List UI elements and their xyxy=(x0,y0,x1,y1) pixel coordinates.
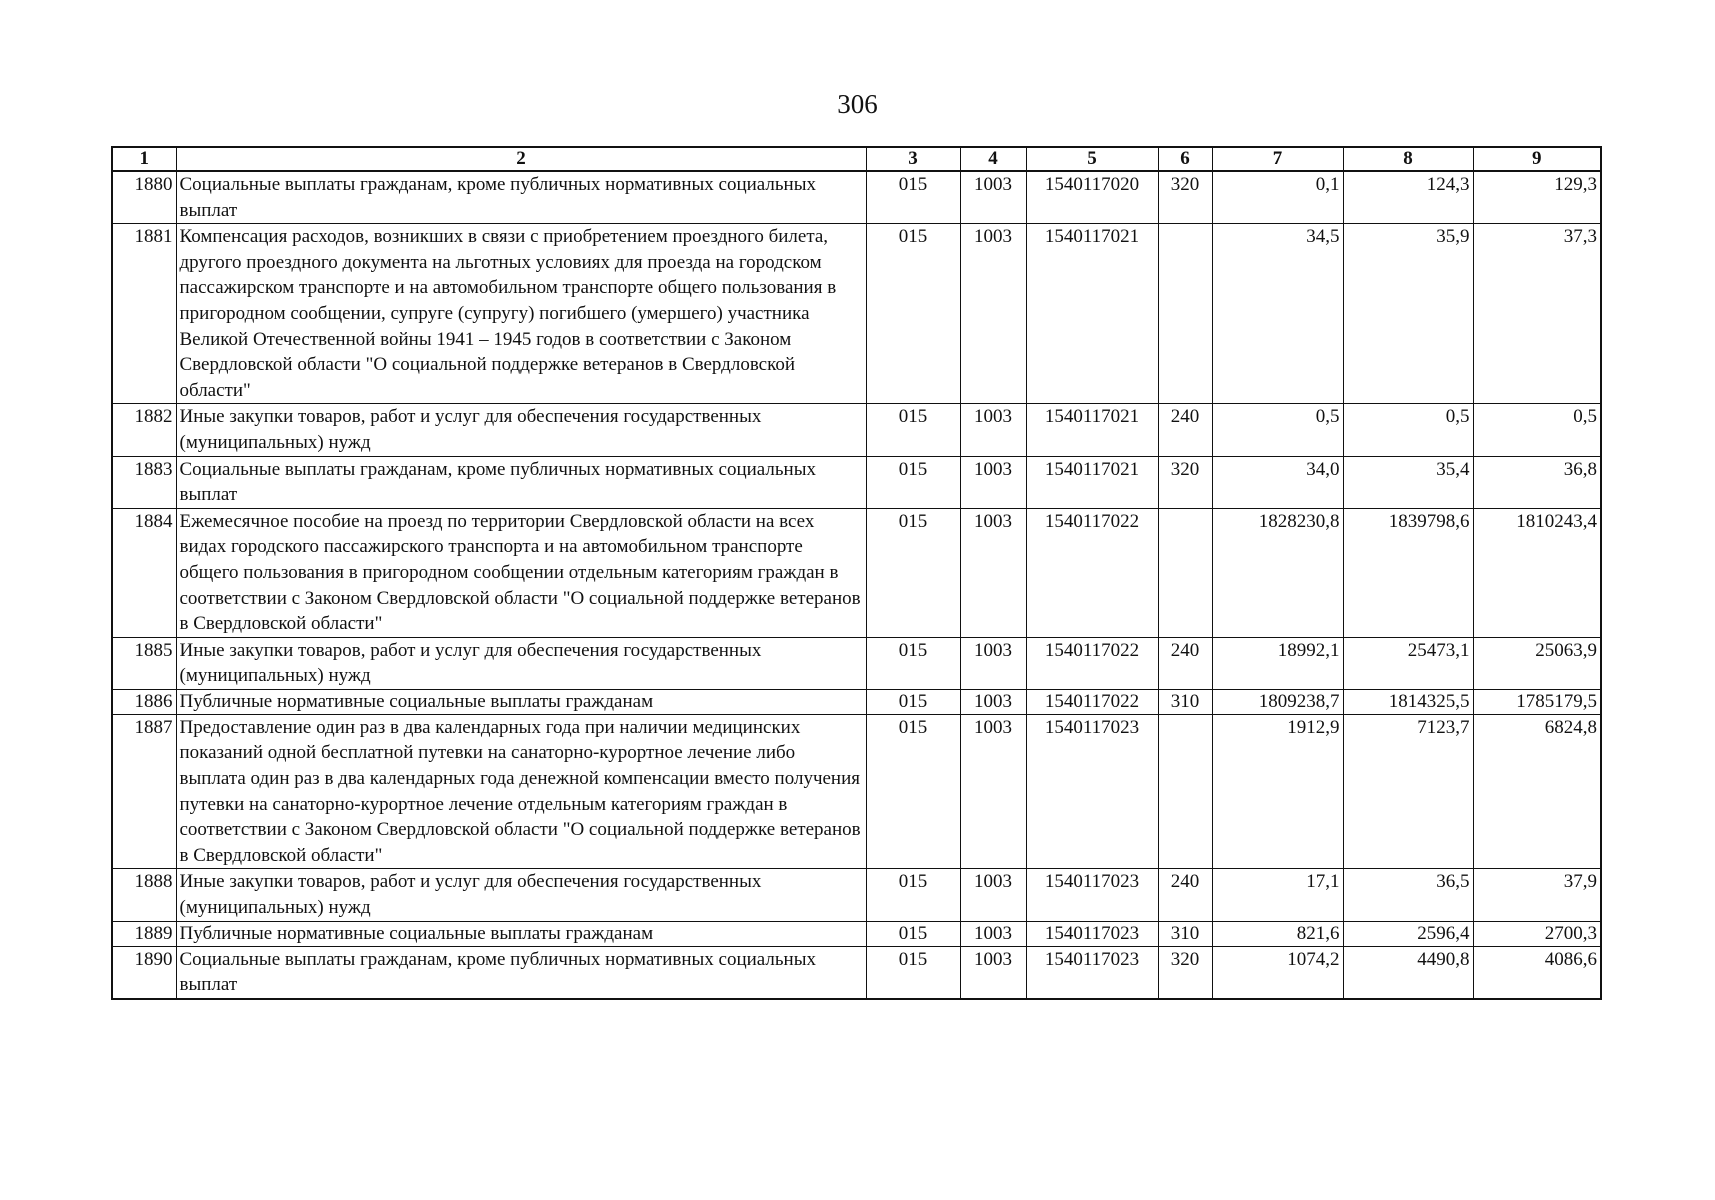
table-row xyxy=(112,869,1601,921)
amount-col-9: 25063,9 xyxy=(1473,637,1601,689)
target-article-code: 1540117023 xyxy=(1026,946,1158,999)
row-number: 1886 xyxy=(112,689,176,714)
amount-col-9: 1810243,4 xyxy=(1473,508,1601,637)
row-number: 1889 xyxy=(112,921,176,946)
ministry-code: 015 xyxy=(866,637,960,689)
amount-col-9: 37,9 xyxy=(1473,869,1601,921)
row-description: Иные закупки товаров, работ и услуг для обеспечения государственных (муниципальных) нужд xyxy=(176,404,866,456)
amount-col-9: 6824,8 xyxy=(1473,714,1601,869)
amount-col-8: 35,9 xyxy=(1343,224,1473,404)
row-number: 1880 xyxy=(112,171,176,224)
target-article-code: 1540117022 xyxy=(1026,508,1158,637)
row-number: 1888 xyxy=(112,869,176,921)
ministry-code: 015 xyxy=(866,946,960,999)
table-row xyxy=(112,171,1601,224)
amount-col-8: 124,3 xyxy=(1343,171,1473,224)
amount-col-9: 2700,3 xyxy=(1473,921,1601,946)
target-article-code: 1540117023 xyxy=(1026,921,1158,946)
row-number: 1881 xyxy=(112,224,176,404)
amount-col-8: 1839798,6 xyxy=(1343,508,1473,637)
expense-type-code: 310 xyxy=(1158,689,1212,714)
expense-type-code: 320 xyxy=(1158,946,1212,999)
amount-col-9: 36,8 xyxy=(1473,456,1601,508)
amount-col-9: 0,5 xyxy=(1473,404,1601,456)
row-number: 1887 xyxy=(112,714,176,869)
amount-col-8: 4490,8 xyxy=(1343,946,1473,999)
section-code: 1003 xyxy=(960,224,1026,404)
expense-type-code: 310 xyxy=(1158,921,1212,946)
row-description: Публичные нормативные социальные выплаты гражданам xyxy=(176,689,866,714)
target-article-code: 1540117021 xyxy=(1026,456,1158,508)
target-article-code: 1540117021 xyxy=(1026,404,1158,456)
expense-type-code xyxy=(1158,508,1212,637)
table-row xyxy=(112,224,1601,404)
amount-col-7: 1912,9 xyxy=(1212,714,1343,869)
amount-col-9: 1785179,5 xyxy=(1473,689,1601,714)
expense-type-code: 240 xyxy=(1158,869,1212,921)
amount-col-9: 129,3 xyxy=(1473,171,1601,224)
table-row xyxy=(112,404,1601,456)
expense-type-code: 320 xyxy=(1158,456,1212,508)
ministry-code: 015 xyxy=(866,689,960,714)
table-row xyxy=(112,689,1601,714)
row-description: Социальные выплаты гражданам, кроме публичных нормативных социальных выплат xyxy=(176,171,866,224)
row-description: Иные закупки товаров, работ и услуг для обеспечения государственных (муниципальных) нужд xyxy=(176,869,866,921)
column-header: 5 xyxy=(1026,147,1158,171)
amount-col-8: 36,5 xyxy=(1343,869,1473,921)
column-header: 8 xyxy=(1343,147,1473,171)
amount-col-7: 34,0 xyxy=(1212,456,1343,508)
expense-type-code: 240 xyxy=(1158,404,1212,456)
section-code: 1003 xyxy=(960,946,1026,999)
amount-col-8: 35,4 xyxy=(1343,456,1473,508)
column-header: 4 xyxy=(960,147,1026,171)
row-number: 1885 xyxy=(112,637,176,689)
ministry-code: 015 xyxy=(866,456,960,508)
expense-type-code xyxy=(1158,714,1212,869)
row-description: Социальные выплаты гражданам, кроме публичных нормативных социальных выплат xyxy=(176,456,866,508)
section-code: 1003 xyxy=(960,869,1026,921)
ministry-code: 015 xyxy=(866,171,960,224)
row-number: 1883 xyxy=(112,456,176,508)
row-description: Ежемесячное пособие на проезд по территории Свердловской области на всех видах городского пассажирского транспорта и на автомобильном транспорте общего пользования в пригородном сообщении отдельным категориям граждан в соответствии с Законом Свердловской области "О социальной поддержке ветеранов в Свердловской области" xyxy=(176,508,866,637)
section-code: 1003 xyxy=(960,637,1026,689)
ministry-code: 015 xyxy=(866,714,960,869)
section-code: 1003 xyxy=(960,404,1026,456)
target-article-code: 1540117022 xyxy=(1026,637,1158,689)
budget-table xyxy=(111,146,1602,1000)
section-code: 1003 xyxy=(960,508,1026,637)
section-code: 1003 xyxy=(960,921,1026,946)
row-description: Публичные нормативные социальные выплаты гражданам xyxy=(176,921,866,946)
ministry-code: 015 xyxy=(866,404,960,456)
column-header: 9 xyxy=(1473,147,1601,171)
amount-col-7: 1828230,8 xyxy=(1212,508,1343,637)
column-header: 1 xyxy=(112,147,176,171)
amount-col-8: 2596,4 xyxy=(1343,921,1473,946)
amount-col-7: 1809238,7 xyxy=(1212,689,1343,714)
row-description: Социальные выплаты гражданам, кроме публичных нормативных социальных выплат xyxy=(176,946,866,999)
amount-col-7: 1074,2 xyxy=(1212,946,1343,999)
expense-type-code: 320 xyxy=(1158,171,1212,224)
expense-type-code: 240 xyxy=(1158,637,1212,689)
section-code: 1003 xyxy=(960,689,1026,714)
ministry-code: 015 xyxy=(866,508,960,637)
section-code: 1003 xyxy=(960,456,1026,508)
row-number: 1884 xyxy=(112,508,176,637)
row-number: 1890 xyxy=(112,946,176,999)
amount-col-7: 0,1 xyxy=(1212,171,1343,224)
target-article-code: 1540117023 xyxy=(1026,869,1158,921)
row-description: Предоставление один раз в два календарных года при наличии медицинских показаний одной бесплатной путевки на санаторно-курортное лечение либо выплата один раз в два календарных года денежной компенсации вместо получения путевки на санаторно-курортное лечение отдельным категориям граждан в соответствии с Законом Свердловской области "О социальной поддержке ветеранов в Свердловской области" xyxy=(176,714,866,869)
amount-col-7: 821,6 xyxy=(1212,921,1343,946)
table-row xyxy=(112,946,1601,999)
row-description: Иные закупки товаров, работ и услуг для обеспечения государственных (муниципальных) нужд xyxy=(176,637,866,689)
column-header: 6 xyxy=(1158,147,1212,171)
ministry-code: 015 xyxy=(866,224,960,404)
amount-col-8: 25473,1 xyxy=(1343,637,1473,689)
target-article-code: 1540117023 xyxy=(1026,714,1158,869)
amount-col-8: 7123,7 xyxy=(1343,714,1473,869)
table-row xyxy=(112,637,1601,689)
amount-col-9: 37,3 xyxy=(1473,224,1601,404)
table-row xyxy=(112,456,1601,508)
column-header: 3 xyxy=(866,147,960,171)
ministry-code: 015 xyxy=(866,869,960,921)
section-code: 1003 xyxy=(960,714,1026,869)
amount-col-7: 17,1 xyxy=(1212,869,1343,921)
column-header: 7 xyxy=(1212,147,1343,171)
ministry-code: 015 xyxy=(866,921,960,946)
amount-col-7: 0,5 xyxy=(1212,404,1343,456)
row-description: Компенсация расходов, возникших в связи с приобретением проездного билета, другого проездного документа на льготных условиях для проезда на городском пассажирском транспорте и на автомобильном транспорте общего пользования в пригородном сообщении, супруге (супругу) погибшего (умершего) участника Великой Отечественной войны 1941 – 1945 годов в соответствии с Законом Свердловской области "О социальной поддержке ветеранов в Свердловской области" xyxy=(176,224,866,404)
amount-col-7: 34,5 xyxy=(1212,224,1343,404)
header-row xyxy=(112,147,1601,171)
target-article-code: 1540117021 xyxy=(1026,224,1158,404)
amount-col-8: 1814325,5 xyxy=(1343,689,1473,714)
row-number: 1882 xyxy=(112,404,176,456)
expense-type-code xyxy=(1158,224,1212,404)
amount-col-9: 4086,6 xyxy=(1473,946,1601,999)
column-header: 2 xyxy=(176,147,866,171)
section-code: 1003 xyxy=(960,171,1026,224)
target-article-code: 1540117022 xyxy=(1026,689,1158,714)
target-article-code: 1540117020 xyxy=(1026,171,1158,224)
table-row xyxy=(112,508,1601,637)
amount-col-7: 18992,1 xyxy=(1212,637,1343,689)
page-number: 306 xyxy=(837,89,878,119)
table-row xyxy=(112,714,1601,869)
table-row xyxy=(112,921,1601,946)
amount-col-8: 0,5 xyxy=(1343,404,1473,456)
